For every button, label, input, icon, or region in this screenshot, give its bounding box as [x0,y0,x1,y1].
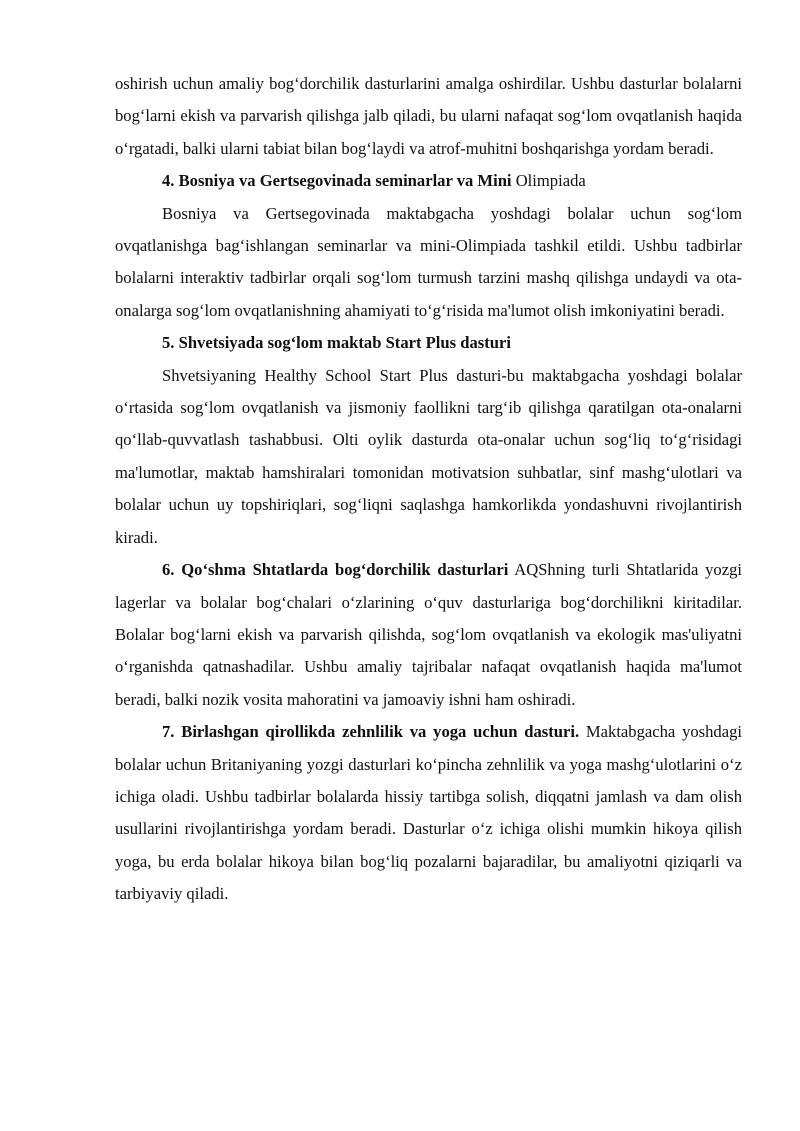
heading-bosnia-rest: Olimpiada [511,171,586,191]
paragraph-sweden: Shvetsiyaning Healthy School Start Plus dasturi-bu maktabgacha yoshdagi bolalar o‘rtasida sog‘lom ovqatlanish va jismoniy faollikni targ‘ib qilishga qaratilgan ota-onalarni qo‘llab-quvvatlash tashabbusi. Olti oylik dasturda ota-onalar uchun sog‘liq to‘g‘risidagi ma'lumotlar, maktab hamshiralari tomonidan motivatsion suhbatlar, sinf mashg‘ulotlari va bolalar uchun uy topshiriqlari, sog‘liqni saqlashga hamkorlikda yondashuvni rivojlantirish kiradi. [115,365,742,547]
paragraph-uk-text: Maktabgacha yoshdagi bolalar uchun Britaniyaning yozgi dasturlari ko‘pincha zehnlilik va yoga mashg‘ulotlarini o‘z ichiga oladi. Ushbu tadbirlar bolalarda hissiy tartibga solish, diqqatni jamlash va dam olish usullarini rivojlantirishga yordam beradi. Dasturlar o‘z ichiga olishi mumkin hikoya qilish yoga, bu erda bolalar hikoya bilan bog‘liq pozalarni bajaradilar, bu amaliyotni qiziqarli va tarbiyaviy qiladi. [115,722,742,904]
paragraph-gardening-continued: oshirish uchun amaliy bog‘dorchilik dasturlarini amalga oshirdilar. Ushbu dasturlar bolalarni bog‘larni ekish va parvarish qilishga jalb qiladi, bu ularni nafaqat sog‘lom ovqatlanish haqida o‘rgatadi, balki ularni tabiat bilan bog‘laydi va atrof-muhitni boshqarishga yordam beradi. [115,74,742,158]
paragraph-bosnia: Bosniya va Gertsegovinada maktabgacha yoshdagi bolalar uchun sog‘lom ovqatlanishga bag‘ishlangan seminarlar va mini-Olimpiada tashkil etildi. Ushbu tadbirlar bolalarni interaktiv tadbirlar orqali sog‘lom turmush tarzini mashq qilishga undaydi va ota-onalarga sog‘lom ovqatlanishning ahamiyati to‘g‘risida ma'lumot olish imkoniyatini beradi. [115,203,742,320]
paragraph-usa [115,554,742,716]
heading-bosnia-bold: 4. Bosniya va Gertsegovinada seminarlar va Mini [162,171,512,191]
paragraph-uk [115,716,742,910]
heading-bosnia [115,165,742,197]
heading-sweden [115,327,742,359]
heading-sweden-bold: 5. Shvetsiyada sog‘lom maktab Start Plus dasturi [162,333,511,353]
heading-usa-bold: 6. Qo‘shma Shtatlarda bog‘dorchilik dasturlari [162,560,509,580]
paragraph-usa-text: AQShning turli Shtatlarida yozgi lagerlar va bolalar bog‘chalari o‘zlarining o‘quv dasturlariga bog‘dorchilikni kiritadilar. Bolalar bog‘larni ekish va parvarish qilishda, sog‘lom ovqatlanish va ekologik mas'uliyatni o‘rganishda qatnashadilar. Ushbu amaliy tajribalar nafaqat ovqatlanish haqida ma'lumot beradi, balki nozik vosita mahoratini va jamoaviy ishni ham oshiradi. [115,560,742,709]
heading-uk-bold: 7. Birlashgan qirollikda zehnlilik va yoga uchun dasturi. [162,722,580,742]
document-page [115,68,742,911]
